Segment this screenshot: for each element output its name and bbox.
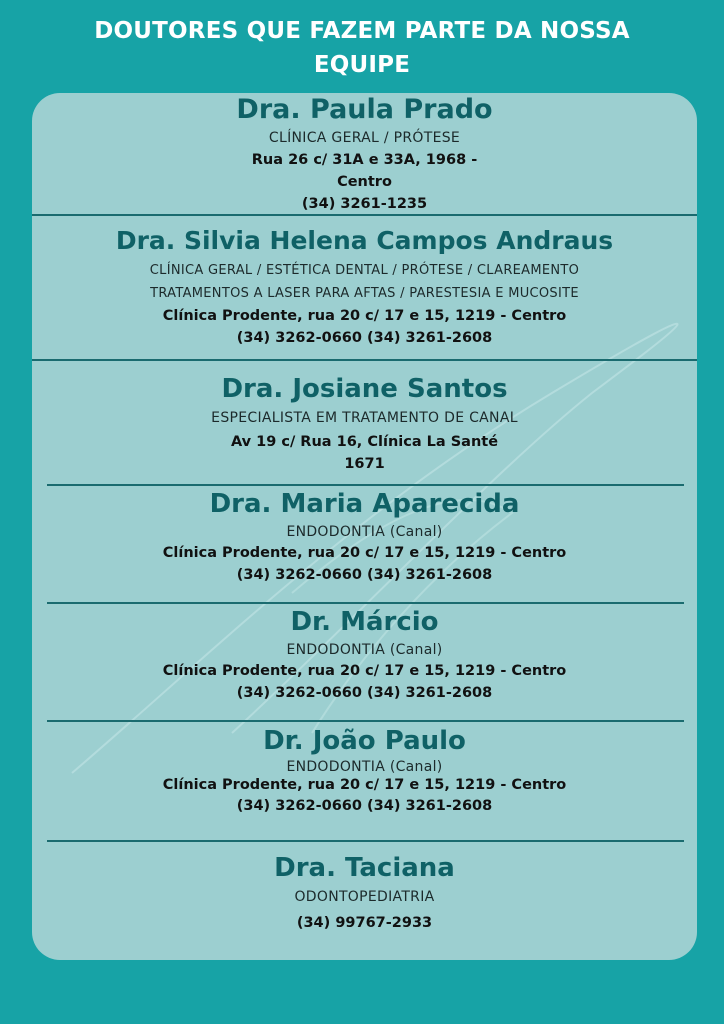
doctor-phone: (34) 3261-1235 [301,196,428,212]
separator [47,720,684,722]
doctor-name: Dra. Silvia Helena Campos Andraus [115,226,614,255]
doctor-name: Dr. Márcio [290,607,439,637]
doctor-address: Centro [337,174,392,190]
doctor-address: Rua 26 c/ 31A e 33A, 1968 - [251,152,478,168]
doctor-specialty: TRATAMENTOS A LASER PARA AFTAS / PARESTESIA E MUCOSITE [150,286,579,301]
doctor-address: Clínica Prodente, rua 20 c/ 17 e 15, 1219 - Centro [162,308,567,324]
doctor-entry [32,93,697,215]
doctor-entry [32,223,697,349]
doctor-phone: (34) 3262-0660 (34) 3261-2608 [236,330,493,346]
doctor-specialty: ENDODONTIA (Canal) [286,524,443,540]
doctor-name: Dra. Taciana [274,853,455,883]
separator [47,840,684,842]
doctor-entry [32,486,697,586]
doctor-phone: (34) 3262-0660 (34) 3261-2608 [236,798,493,814]
doctor-name: Dra. Maria Aparecida [209,489,520,519]
separator [32,359,697,361]
doctor-address: Av 19 c/ Rua 16, Clínica La Santé [230,434,499,450]
doctors-card [32,93,697,960]
doctor-specialty: CLÍNICA GERAL / ESTÉTICA DENTAL / PRÓTESE / CLAREAMENTO [149,263,580,278]
header-line-1: DOUTORES QUE FAZEM PARTE DA NOSSA [94,18,630,44]
doctor-address: Clínica Prodente, rua 20 c/ 17 e 15, 1219 - Centro [162,777,567,793]
doctor-entry [32,604,697,704]
doctor-name: Dra. Josiane Santos [221,374,508,404]
doctor-name: Dr. João Paulo [263,726,466,756]
doctor-address: Clínica Prodente, rua 20 c/ 17 e 15, 1219 - Centro [162,663,567,679]
doctor-specialty: ESPECIALISTA EM TRATAMENTO DE CANAL [211,410,518,426]
doctor-phone: (34) 3262-0660 (34) 3261-2608 [236,685,493,701]
doctor-specialty: ENDODONTIA (Canal) [286,642,443,658]
doctor-specialty: ODONTOPEDIATRIA [294,889,435,905]
header-line-2: EQUIPE [313,52,411,78]
doctor-entry [32,723,697,817]
doctor-address: 1671 [344,456,385,472]
doctor-phone: (34) 3262-0660 (34) 3261-2608 [236,567,493,583]
doctor-name: Dra. Paula Prado [236,94,493,125]
doctor-entry [32,371,697,475]
doctor-specialty: CLÍNICA GERAL / PRÓTESE [268,130,461,146]
doctor-entry [32,850,697,934]
page-header [0,14,724,82]
doctor-phone: (34) 99767-2933 [296,915,433,931]
doctor-specialty: ENDODONTIA (Canal) [286,759,443,775]
doctor-address: Clínica Prodente, rua 20 c/ 17 e 15, 1219 - Centro [162,545,567,561]
